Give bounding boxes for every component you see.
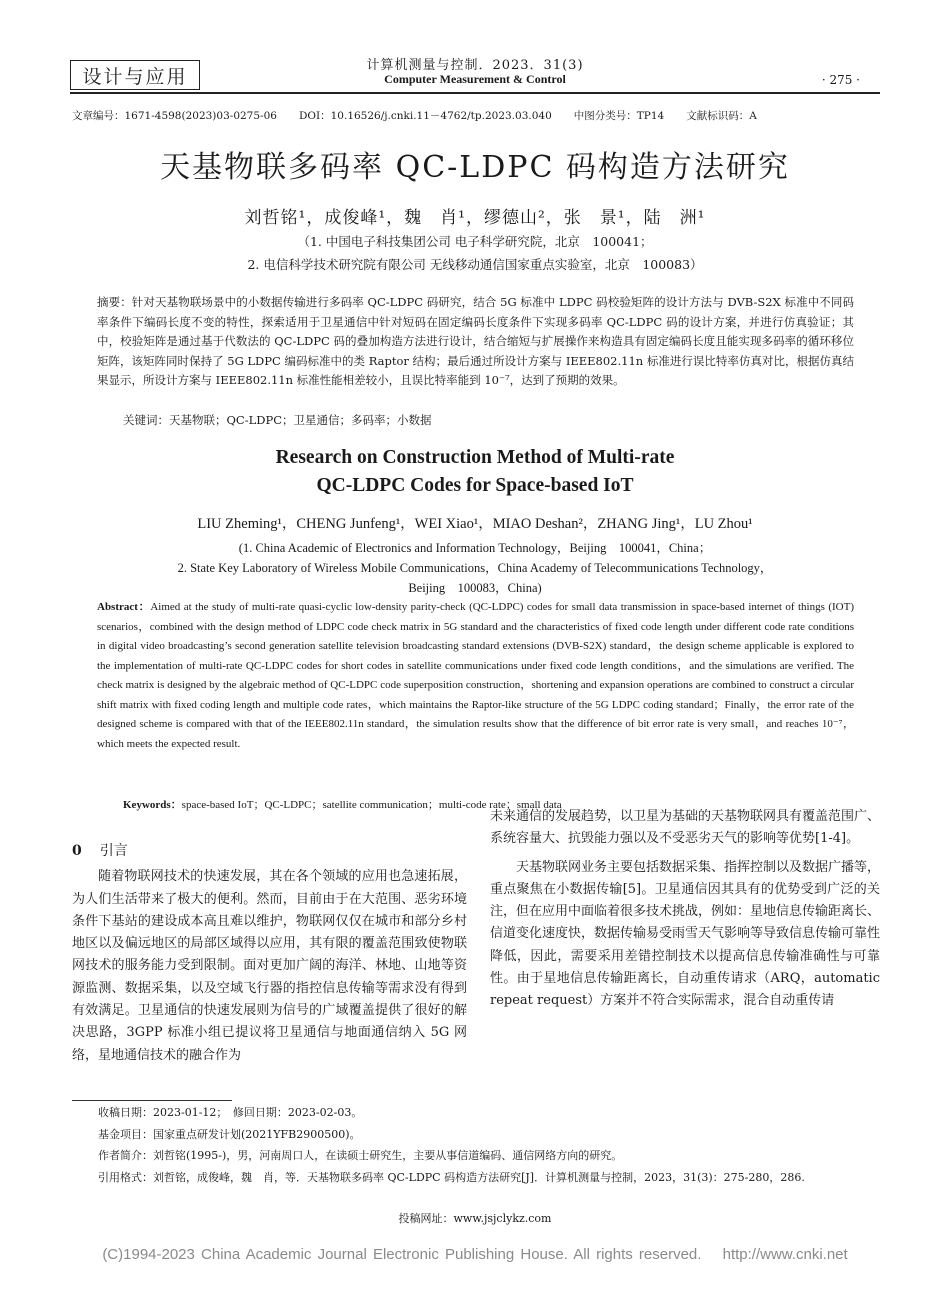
abstract-cn: 摘要：针对天基物联场景中的小数据传输进行多码率 QC-LDPC 码研究，结合 5G 标准中 LDPC 码校验矩阵的设计方法与 DVB-S2X 标准中不同码率条件下编码长度不变的特性，探索适用于卫星通信中针对短码在固定编码长度条件下实现多码率 QC-LDPC 码的设计方案，并进行仿真验证；其中，校验矩阵是通过基于代数法的 QC-LDPC 码的叠加构造方法进行设计，结合缩短与扩展操作来构造具有固定编码长度且能实现多码率的循环移位矩阵，该矩阵同时保持了 5G LDPC 编码标准中的类 Raptor 结构；最后通过所设计方案与 IEEE802.11n 标准进行误比特率仿真对比，根据仿真结果显示，所设计方案与 IEEE802.11n 标准性能相差较小，且误比特率能到 10⁻⁷，达到了预期的效果。 — [97, 295, 854, 387]
paper-title-en-line-1: Research on Construction Method of Multi-rate — [275, 447, 675, 468]
section-badge: 设计与应用 — [70, 60, 200, 90]
affiliation-en-1: (1. China Academic of Electronics and Information Technology，Beijing 100041，China； — [238, 541, 712, 555]
footnote-citation: 引用格式：刘哲铭，成俊峰，魏 肖，等．天基物联多码率 QC-LDPC 码构造方法研究[J]．计算机测量与控制，2023，31(3)：275-280，286. — [98, 1170, 805, 1184]
authors-en: LIU Zheming¹，CHENG Junfeng¹，WEI Xiao¹，MIAO Deshan²，ZHANG Jing¹，LU Zhou¹ — [197, 516, 753, 532]
body-right-column — [490, 806, 880, 1013]
footnote-rule — [72, 1100, 232, 1101]
affiliation-cn-2: 2. 电信科学技术研究院有限公司 无线移动通信国家重点实验室，北京 100083） — [247, 257, 703, 272]
page-number: · 275 · — [821, 73, 860, 87]
copyright-watermark: (C)1994-2023 China Academic Journal Electronic Publishing House. All rights reserved. http://www.cnki.net — [102, 1246, 848, 1263]
section-number: 0 — [72, 843, 82, 859]
section-heading — [72, 840, 467, 862]
paper-title-en-line-2: QC-LDPC Codes for Space-based IoT — [316, 475, 634, 496]
journal-title-cn: 计算机测量与控制．2023．31(3) — [366, 58, 584, 73]
intro-paragraph-1: 随着物联网技术的快速发展，其在各个领域的应用也急速拓展，为人们生活带来了极大的便利。然而，目前由于在大范围、恶劣环境条件下基站的建设成本高且难以维护，物联网仅仅在城市和部分乡村地区以及偏远地区的局部区域得以应用，其有限的覆盖范围致使物联网技术的服务能力受到限制。面对更加广阔的海洋、林地、山地等资源监测、数据采集，以及空域飞行器的指控信息传输等需求没有得到有效满足。卫星通信的快速发展则为信号的广域覆盖提供了很好的解决思路，3GPP 标准小组已提议将卫星通信与地面通信纳入 5G 网络，星地通信技术的融合作为 — [72, 869, 467, 1063]
footnotes — [98, 1102, 805, 1188]
footnote-funding: 基金项目：国家重点研发计划(2021YFB2900500)。 — [98, 1127, 361, 1141]
keywords-cn: 关键词：天基物联；QC-LDPC；卫星通信；多码率；小数据 — [123, 413, 432, 427]
doi[interactable]: DOI：10.16526/j.cnki.11－4762/tp.2023.03.040 — [298, 110, 552, 122]
intro-paragraph-2: 天基物联网业务主要包括数据采集、指挥控制以及数据广播等，重点聚焦在小数据传输[5]。卫星通信因其具有的优势受到广泛的关注，但在应用中面临着很多技术挑战，例如：星地信息传输距离长、信道变化速度快，数据传输易受雨雪天气影响等导致信息传输可靠性降低，因此，需要采用差错控制技术以提高信息传输准确性与可靠性。由于星地信息传输距离长，自动重传请求（ARQ，automatic repeat request）方案并不符合实际需求，混合自动重传请 — [490, 859, 881, 1009]
affiliation-en-2: 2. State Key Laboratory of Wireless Mobile Communications，China Academy of Telecommunications Technology， — [177, 561, 773, 575]
article-meta — [72, 108, 882, 123]
document-code: 文献标识码：A — [686, 110, 757, 122]
paper-title-cn: 天基物联多码率 QC-LDPC 码构造方法研究 — [160, 150, 790, 185]
section-title: 引言 — [99, 843, 128, 859]
abstract-en-label: Abstract： — [97, 601, 151, 613]
body-left-column — [72, 840, 467, 1067]
affiliations-en — [0, 538, 950, 598]
footnote-dates: 收稿日期：2023-01-12； 修回日期：2023-02-03。 — [98, 1106, 363, 1119]
footnote-author-bio: 作者简介：刘哲铭(1995-)，男，河南周口人，在读硕士研究生，主要从事信道编码、通信网络方向的研究。 — [98, 1149, 623, 1162]
clc-number: 中图分类号：TP14 — [573, 110, 665, 122]
abstract-en-text: Aimed at the study of multi-rate quasi-cyclic low-density parity-check (QC-LDPC) codes for small data transmission in space-based internet of things (IOT) scenarios，combined with the design method of LDPC code check matrix in 5G standard and the characteristics of fixed code length under different code rate conditions in digital video broadcasting’s second generation satellite television broadcasting standard extensions (DVB-S2X) standard，the design scheme applicable is explored to the implementation of multi-rate QC-LDPC codes for short codes in satellite communications under fixed code length conditions，and the simulations are verified. The check matrix is designed by the algebraic method of QC-LDPC code superposition construction，shortening and expansion operations are combined to construct a circular shift matrix with fixed coding length and multiple code rates，which maintains the Raptor-like structure of the 5G LDPC coding standard；Finally，the error rate of the designed scheme is compared with that of the IEEE802.11n standard，the simulation results show that the difference of bit error rate is very small，and reaches 10⁻⁷，which meets the expected result. — [97, 601, 854, 750]
authors-cn: 刘哲铭¹，成俊峰¹，魏 肖¹，缪德山²，张 景¹，陆 洲¹ — [244, 208, 706, 228]
abstract-en — [97, 598, 854, 754]
keywords-en-text: space-based IoT；QC-LDPC；satellite communication；multi-code rate；small data — [181, 799, 562, 811]
submission-site[interactable]: 投稿网址：www.jsjclykz.com — [398, 1212, 552, 1225]
affiliation-cn-1: （1. 中国电子科技集团公司 电子科学研究院，北京 100041； — [297, 234, 653, 249]
article-number: 文章编号：1671-4598(2023)03-0275-06 — [72, 110, 277, 122]
keywords-en-label: Keywords： — [123, 799, 182, 811]
journal-title-en: Computer Measurement & Control — [384, 72, 566, 86]
intro-paragraph-1-continued: 未来通信的发展趋势，以卫星为基础的天基物联网具有覆盖范围广、系统容量大、抗毁能力强以及不受恶劣天气的影响等优势[1-4]。 — [490, 809, 881, 847]
paper-title-en — [0, 444, 950, 500]
header-rule — [70, 92, 880, 94]
affiliation-en-3: Beijing 100083，China) — [408, 581, 542, 595]
